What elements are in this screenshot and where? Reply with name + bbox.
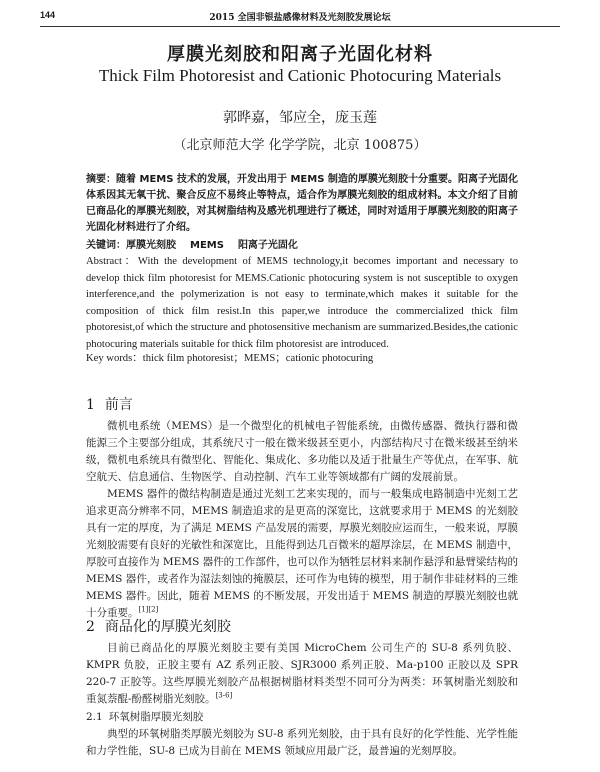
- keyword-item: 阳离子光固化: [237, 240, 298, 251]
- section-heading-2: [86, 618, 231, 636]
- subsection-title: 环氧树脂厚膜光刻胶: [108, 711, 204, 723]
- keywords-label: 关键词：: [86, 240, 126, 251]
- keywords-english: Key words：thick film photoresist；MEMS；cationic photocuring: [86, 353, 374, 364]
- citation: [1][2]: [138, 605, 159, 614]
- paragraph-text: 目前已商品化的厚膜光刻胶主要有美国 MicroChem 公司生产的 SU-8 系列负胶、KMPR 负胶，正胶主要有 AZ 系列正胶、SJR3000 系列正胶、Ma-p100 正胶以及 SPR 220-7 正胶等。这些厚膜光刻胶产品根据树脂材料类型不同可分为两类：环氧树脂光刻胶和重氮萘醌-酚醛树脂光刻胶。: [86, 642, 518, 705]
- paragraph-text: MEMS 器件的微结构制造是通过光刻工艺来实现的，而与一般集成电路制造中光刻工艺追求更高分辨率不同，MEMS 制造追求的是更高的深宽比，这就要求用于 MEMS 的光刻胶具有一定的厚度，为了满足 MEMS 产品发展的需要，厚膜光刻胶应运而生，一般来说，厚膜光刻胶需要有良好的光敏性和深宽比，且能得到达几百微米的超厚涂层，在 MEMS 制造中，厚胶可直接作为 MEMS 器件的工作部件，也可以作为牺牲层材料来制作悬浮和悬臂梁结构的 MEMS 器件，或者作为湿法刻蚀的掩膜层，还可作为电铸的模型，用于制作非硅材料的三维 MEMS 器件。因此，随着 MEMS 的不断发展，开发出适于 MEMS 制造的厚膜光刻胶也就十分重要。: [86, 488, 518, 619]
- keyword-item: 厚膜光刻胶: [126, 240, 176, 251]
- affiliation: （北京师范大学 化学学院，北京 100875）: [173, 138, 427, 153]
- abstract-chinese: 摘要：随着 MEMS 技术的发展，开发出用于 MEMS 制造的厚膜光刻胶十分重要。阳离子光固化体系因其无氧干扰、聚合反应不易终止等特点，适合作为厚膜光刻胶的组成材料。本文介绍了目前已商品化的厚膜光刻胶，对其树脂结构及感光机理进行了概述，同时对适用于厚膜光刻胶的阳离子光固化材料进行了介绍。: [86, 174, 518, 233]
- section-title: 商品化的厚膜光刻胶: [104, 619, 231, 635]
- running-header: [40, 6, 560, 27]
- section-title: 前言: [104, 397, 133, 413]
- section-number: 1: [86, 397, 95, 413]
- section-1-paragraph-2: [86, 486, 518, 622]
- keyword-item: MEMS: [190, 240, 224, 251]
- section-1-paragraph-1: 微机电系统（MEMS）是一个微型化的机械电子智能系统，由微传感器、微执行器和微能源三个主要部分组成，其系统尺寸一般在微米级甚至更小，内部结构尺寸在微米级甚至纳米级，微机电系统具有微型化、智能化、集成化、多功能以及适于批量生产等优点，在军事、航空航天、信息通信、生物医学、自动控制、汽车工业等领域都有广阔的发展前景。: [86, 420, 518, 483]
- citation: [3-6]: [215, 691, 233, 700]
- subsection-heading-2-1: [86, 710, 203, 725]
- authors: 郭晔嘉，邹应全，庞玉莲: [223, 110, 377, 126]
- section-number: 2: [86, 619, 95, 635]
- subsection-number: 2.1: [86, 711, 103, 723]
- keywords-chinese: [86, 238, 518, 254]
- conference-title: 2015 全国非银盐感像材料及光刻胶发展论坛: [209, 13, 391, 23]
- paper-title-english: Thick Film Photoresist and Cationic Photocuring Materials: [98, 66, 502, 85]
- subsection-2-1-paragraph-1: 典型的环氧树脂类厚膜光刻胶为 SU-8 系列光刻胶，由于具有良好的化学性能、光学性能和力学性能，SU-8 已成为目前在 MEMS 领域应用最广泛，最普遍的光刻厚胶。: [86, 728, 518, 757]
- paper-title-chinese: 厚膜光刻胶和阳离子光固化材料: [167, 44, 433, 65]
- section-2-paragraph-1: [86, 640, 518, 708]
- abstract-english: Abstract：With the development of MEMS technology,it becomes important and necessary to develop thick film photoresist for MEMS.Cationic photocuring system is not susceptible to oxygen interference,and the polymerization is not easy to terminate,which makes it suitable for the composition of thick film resist.In this paper,we introduce the commercialized thick film photoresist,of which the structure and photosensitive mechanism are summarized.Besides,the cationic photocuring materials suitable for thick film photoresist are introduced.: [86, 256, 518, 350]
- page-number: 144: [40, 10, 56, 20]
- section-heading-1: [86, 396, 133, 414]
